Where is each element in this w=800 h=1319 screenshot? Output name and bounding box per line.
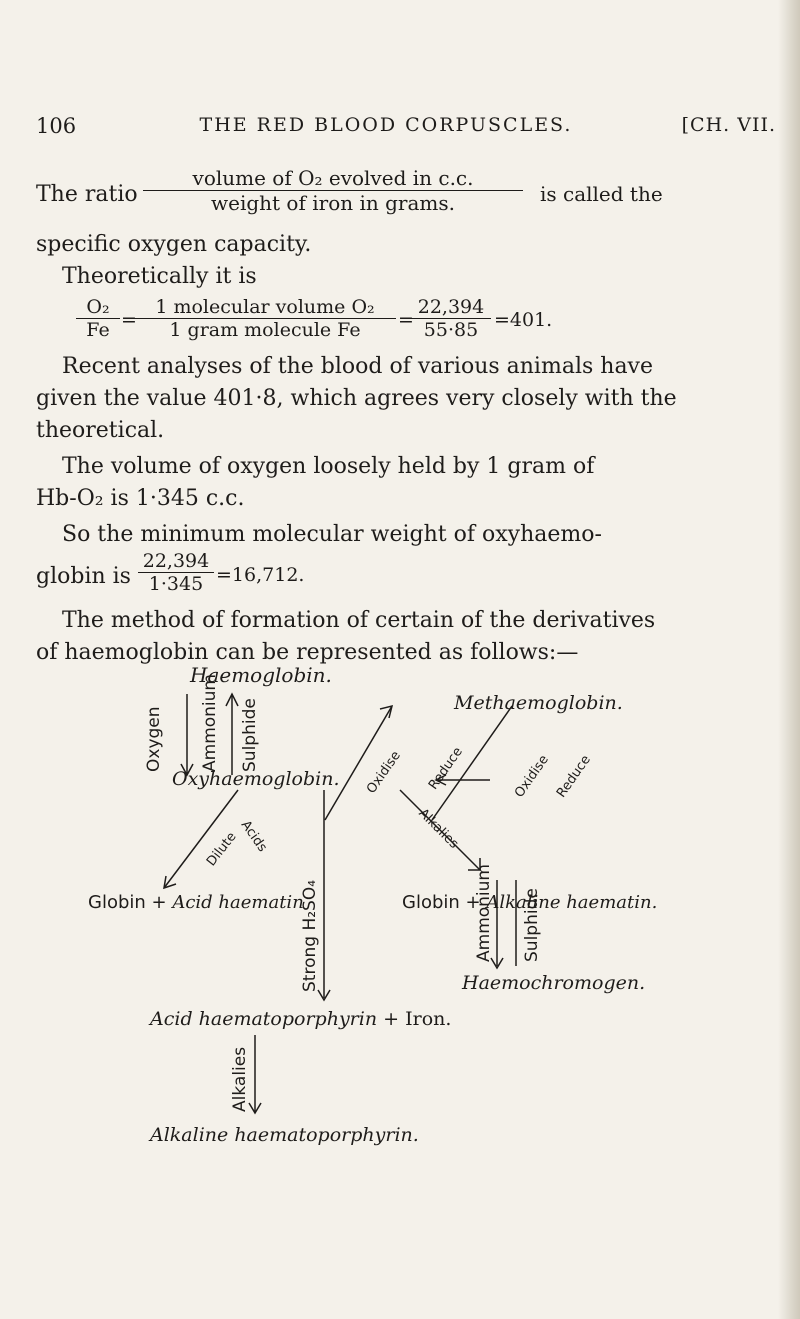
eq-f1-num: O₂ [86, 296, 110, 318]
acid-haematin: Acid haematin [172, 892, 304, 913]
text-line: globin is [36, 564, 131, 589]
label-reduce: Reduce [554, 752, 594, 801]
eq-f2-den: 1 gram molecule Fe [134, 318, 396, 341]
node-haemochromogen: Haemochromogen. [462, 972, 646, 994]
ratio-numerator: volume of O₂ evolved in c.c. [192, 166, 474, 190]
label-ammonium: Ammonium [474, 864, 494, 962]
text-line: given the value 401·8, which agrees very closely with the [36, 386, 677, 411]
text-line: The method of formation of certain of the derivatives [62, 608, 656, 633]
running-title: THE RED BLOOD CORPUSCLES. [199, 114, 573, 136]
label-oxidise: Oxidise [364, 748, 404, 797]
globin-plus: Globin + [88, 892, 167, 913]
label-oxidise: Oxidise [512, 752, 552, 801]
ratio-intro: The ratio [36, 182, 138, 207]
text-line: So the minimum molecular weight of oxyhaemo- [62, 522, 602, 547]
text-line: Hb-O₂ is 1·345 c.c. [36, 486, 245, 511]
label-dilute: Dilute [204, 829, 240, 870]
equals-sign: = [398, 309, 414, 331]
label-acids: Acids [237, 818, 270, 855]
globin-plus: Globin + [402, 892, 481, 913]
ratio-tail: is called the [540, 182, 663, 206]
eq-f3-den: 55·85 [411, 318, 491, 341]
label-strong-h2so4: Strong H₂SO₄ [300, 879, 320, 992]
node-alkaline-haematoporphyrin: Alkaline haematoporphyrin. [150, 1124, 419, 1146]
mw-den: 1·345 [138, 572, 214, 595]
alkaline-haematin: Alkaline haematin. [486, 892, 658, 913]
text-line: The volume of oxygen loosely held by 1 gram of [62, 454, 595, 479]
node-methaemoglobin: Methaemoglobin. [454, 692, 623, 714]
node-oxyhaemoglobin: Oxyhaemoglobin. [172, 768, 340, 790]
page-number: 106 [36, 114, 77, 138]
ratio-denominator: weight of iron in grams. [143, 190, 523, 215]
node-globin-acid-haematin [88, 892, 304, 913]
label-ammonium: Ammonium [200, 674, 220, 772]
eq-f1-den: Fe [76, 318, 120, 341]
plus-iron: + Iron. [383, 1008, 452, 1030]
label-alkalies: Alkalies [230, 1046, 250, 1112]
eq-f3-num: 22,394 [417, 296, 485, 318]
eq-f2-num: 1 molecular volume O₂ [155, 296, 375, 318]
label-alkalies: Alkalies [415, 806, 462, 852]
text-line: theoretical. [36, 418, 165, 443]
label-sulphide: Sulphide [240, 698, 260, 772]
text-line: Theoretically it is [62, 264, 257, 289]
text-line: Recent analyses of the blood of various animals have [62, 354, 654, 379]
eq-result: =401. [494, 309, 553, 331]
label-sulphide: Sulphide [522, 888, 542, 962]
equals-sign: = [121, 309, 137, 331]
mw-result: =16,712. [216, 564, 305, 586]
text-line: specific oxygen capacity. [36, 232, 312, 257]
mw-num: 22,394 [142, 550, 210, 572]
node-acid-haematoporphyrin [150, 1008, 451, 1030]
text-line: of haemoglobin can be represented as follows:— [36, 640, 579, 665]
label-oxygen: Oxygen [144, 706, 164, 772]
chapter-label: [CH. VII. [681, 114, 776, 136]
acid-haematoporphyrin: Acid haematoporphyrin [150, 1008, 378, 1030]
label-reduce: Reduce [426, 744, 466, 793]
node-haemoglobin: Haemoglobin. [190, 663, 332, 687]
